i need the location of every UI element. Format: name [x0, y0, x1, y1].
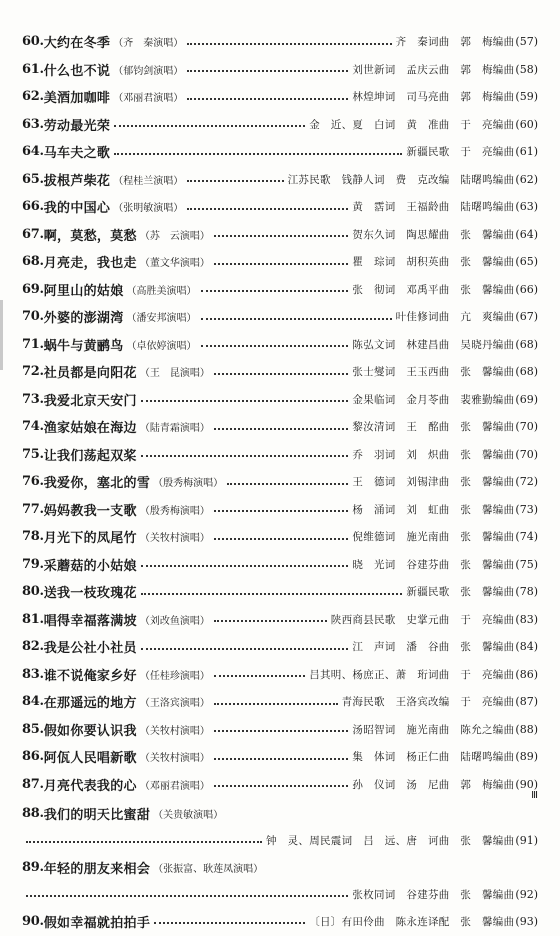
- performer: （苏 云演唱）: [139, 230, 210, 242]
- toc-entry: [22, 28, 538, 56]
- dot-leader: [214, 703, 338, 705]
- song-title: 我是公社小社员: [43, 641, 137, 657]
- page-ref: (87): [515, 695, 538, 709]
- entry-number: 69.: [22, 281, 44, 297]
- credits: 张 彻词 邓禹平曲 张 馨编曲: [352, 283, 515, 296]
- toc-entry: [22, 882, 538, 906]
- entry-number: 61.: [22, 61, 44, 77]
- performer: （高胜美演唱）: [126, 285, 197, 297]
- page-ref: (65): [515, 255, 538, 269]
- entry-number: 83.: [22, 666, 44, 682]
- song-title: 我爱北京天安门: [43, 393, 137, 409]
- entry-number: 88.: [22, 805, 44, 821]
- page-ref: (73): [515, 502, 538, 516]
- credits: 江苏民歌 钱静人词 费 克改编 陆曙鸣编曲: [287, 173, 515, 186]
- page-ref: (83): [515, 612, 538, 626]
- song-title: 月亮代表我的心: [43, 778, 137, 794]
- credits: 刘世新词 孟庆云曲 郭 梅编曲: [352, 63, 515, 76]
- dot-leader: [141, 455, 349, 457]
- performer: （邓丽君演唱）: [113, 93, 184, 105]
- page-ref: (62): [515, 172, 538, 186]
- song-title: 唱得幸福落满坡: [43, 613, 137, 629]
- performer: （郁钧剑演唱）: [113, 65, 184, 77]
- page-ref: (68): [515, 337, 538, 351]
- entry-number: 75.: [22, 446, 44, 462]
- credits: 王 德词 刘锡津曲 张 馨编曲: [352, 476, 515, 489]
- page-ref: (57): [515, 35, 538, 49]
- credits: 集 体词 杨正仁曲 陆曙鸣编曲: [352, 751, 515, 764]
- page-number: Ⅲ: [531, 790, 538, 801]
- toc-entry: [22, 413, 538, 441]
- page-ref: (91): [515, 833, 538, 847]
- dot-leader: [214, 758, 349, 760]
- performer: （张振富、耿莲凤演唱）: [153, 863, 264, 875]
- toc-entry: [22, 633, 538, 661]
- page-ref: (58): [515, 62, 538, 76]
- song-title: 在那遥远的地方: [43, 696, 137, 712]
- song-title: 月亮走，我也走: [43, 256, 137, 272]
- entry-number: 86.: [22, 749, 44, 765]
- entry-number: 60.: [22, 34, 44, 50]
- entry-number: 65.: [22, 171, 44, 187]
- performer: （王洛宾演唱）: [139, 698, 210, 710]
- entry-number: 76.: [22, 474, 44, 490]
- song-title: 采蘑菇的小姑娘: [43, 558, 137, 574]
- entry-number: 63.: [22, 116, 44, 132]
- song-title: 马车夫之歌: [43, 146, 111, 162]
- song-title: 美酒加咖啡: [43, 91, 111, 107]
- page-ref: (59): [515, 90, 538, 104]
- page-ref: (69): [515, 392, 538, 406]
- song-title: 谁不说俺家乡好: [43, 668, 137, 684]
- credits: 汤昭智词 施光南曲 陈允之编曲: [352, 723, 515, 736]
- performer: （董文华演唱）: [139, 258, 210, 270]
- song-title: 送我一枝玫瑰花: [43, 586, 137, 602]
- entry-number: 82.: [22, 639, 44, 655]
- song-title: 年轻的朋友来相会: [43, 861, 151, 877]
- toc-entry: [22, 358, 538, 386]
- song-title: 妈妈教我一支歌: [43, 503, 137, 519]
- dot-leader: [214, 675, 305, 677]
- page-ref: (88): [515, 722, 538, 736]
- binding-shadow: [0, 300, 3, 370]
- credits: 新疆民歌 张 馨编曲: [406, 586, 515, 599]
- song-title: 我们的明天比蜜甜: [43, 807, 151, 823]
- performer: （程桂兰演唱）: [113, 175, 184, 187]
- entry-number: 71.: [22, 336, 44, 352]
- dot-leader: [26, 895, 348, 897]
- performer: （王 昆演唱）: [139, 368, 210, 380]
- toc-entry: [22, 83, 538, 111]
- song-title: 阿佤人民唱新歌: [43, 751, 137, 767]
- credits: 倪维德词 施光南曲 张 馨编曲: [352, 531, 515, 544]
- dot-leader: [141, 400, 349, 402]
- entry-number: 89.: [22, 859, 44, 875]
- page-ref: (93): [515, 914, 538, 928]
- page-ref: (68): [515, 365, 538, 379]
- credits: 陕西商县民歌 史掌元曲 于 亮编曲: [330, 613, 515, 626]
- credits: 贺东久词 陶思耀曲 张 馨编曲: [352, 228, 515, 241]
- song-title: 啊，莫愁，莫愁: [43, 228, 137, 244]
- toc-entry: [22, 798, 538, 828]
- dot-leader: [214, 730, 349, 732]
- credits: 乔 羽词 刘 炽曲 张 馨编曲: [352, 448, 515, 461]
- toc-entry: [22, 578, 538, 606]
- credits: 林煌坤词 司马亮曲 郭 梅编曲: [352, 91, 515, 104]
- toc-entry: [22, 606, 538, 634]
- toc-entry: [22, 166, 538, 194]
- dot-leader: [201, 290, 349, 292]
- toc-entry: [22, 193, 538, 221]
- toc-entry: [22, 743, 538, 771]
- toc-entry: [22, 661, 538, 689]
- page-ref: (92): [515, 887, 538, 901]
- credits: 张枚同词 谷建芬曲 张 馨编曲: [352, 888, 515, 901]
- page-ref: (64): [515, 227, 538, 241]
- entry-number: 78.: [22, 529, 44, 545]
- credits: 张士燮词 王玉西曲 张 馨编曲: [352, 366, 515, 379]
- toc-entry: [22, 906, 538, 936]
- toc-entry: [22, 221, 538, 249]
- dot-leader: [227, 483, 348, 485]
- credits: 〔日〕有田伶曲 陈永连译配 张 馨编曲: [309, 915, 515, 928]
- performer: （关牧村演唱）: [139, 533, 210, 545]
- song-title: 大约在冬季: [43, 36, 111, 52]
- page-ref: (78): [515, 585, 538, 599]
- toc-entry: [22, 111, 538, 139]
- page-ref: (89): [515, 750, 538, 764]
- entry-number: 70.: [22, 309, 44, 325]
- toc-entry: [22, 56, 538, 84]
- performer: （殷秀梅演唱）: [153, 478, 224, 490]
- song-title: 阿里山的姑娘: [43, 283, 124, 299]
- song-title: 假如你要认识我: [43, 723, 137, 739]
- dot-leader: [141, 648, 349, 650]
- dot-leader: [214, 235, 349, 237]
- dot-leader: [201, 318, 392, 320]
- toc-entry: [22, 688, 538, 716]
- credits: 齐 秦词曲 郭 梅编曲: [395, 36, 515, 49]
- entry-number: 85.: [22, 721, 44, 737]
- toc-entry: [22, 248, 538, 276]
- entry-number: 62.: [22, 89, 44, 105]
- entry-number: 79.: [22, 556, 44, 572]
- credits: 金果临词 金月苓曲 裴雅勤编曲: [352, 393, 515, 406]
- performer: （关牧村演唱）: [139, 725, 210, 737]
- page-ref: (84): [515, 640, 538, 654]
- song-title: 拔根芦柴花: [43, 173, 111, 189]
- credits: 黄 霑词 王福龄曲 陆曙鸣编曲: [352, 201, 515, 214]
- toc-entry: [22, 828, 538, 852]
- song-title: 蜗牛与黄鹂鸟: [43, 338, 124, 354]
- entry-number: 77.: [22, 501, 44, 517]
- toc-entry: [22, 138, 538, 166]
- song-title: 假如幸福就拍拍手: [43, 915, 151, 931]
- page-ref: (63): [515, 200, 538, 214]
- entry-number: 72.: [22, 364, 44, 380]
- toc-entry: [22, 331, 538, 359]
- entry-number: 81.: [22, 611, 44, 627]
- song-title: 渔家姑娘在海边: [43, 421, 137, 437]
- toc-entry: [22, 496, 538, 524]
- credits: 晓 光词 谷建芬曲 张 馨编曲: [352, 558, 515, 571]
- toc-entry: [22, 303, 538, 331]
- table-of-contents: [22, 28, 538, 936]
- performer: （关贵敏演唱）: [153, 809, 224, 821]
- page-ref: (67): [515, 310, 538, 324]
- performer: （任桂珍演唱）: [139, 670, 210, 682]
- dot-leader: [214, 373, 349, 375]
- song-title: 外婆的澎湖湾: [43, 311, 124, 327]
- entry-number: 80.: [22, 584, 44, 600]
- credits: 叶佳修词曲 亢 爽编曲: [395, 311, 515, 324]
- dot-leader: [214, 510, 349, 512]
- performer: （陆青霜演唱）: [139, 423, 210, 435]
- page-ref: (66): [515, 282, 538, 296]
- dot-leader: [187, 70, 348, 72]
- dot-leader: [214, 785, 349, 787]
- entry-number: 90.: [22, 913, 44, 929]
- page-ref: (90): [515, 777, 538, 791]
- dot-leader: [187, 208, 348, 210]
- toc-entry: [22, 441, 538, 469]
- dot-leader: [114, 153, 402, 155]
- dot-leader: [201, 345, 349, 347]
- page-ref: (60): [515, 117, 538, 131]
- dot-leader: [187, 180, 283, 182]
- song-title: 让我们荡起双桨: [43, 448, 137, 464]
- page-ref: (74): [515, 530, 538, 544]
- dot-leader: [114, 125, 305, 127]
- performer: （潘安邦演唱）: [126, 313, 197, 325]
- song-title: 社员都是向阳花: [43, 366, 137, 382]
- toc-entry: [22, 551, 538, 579]
- dot-leader: [214, 263, 349, 265]
- credits: 青海民歌 王洛宾改编 于 亮编曲: [341, 696, 515, 709]
- dot-leader: [141, 565, 349, 567]
- entry-number: 87.: [22, 776, 44, 792]
- credits: 陈弘文词 林建昌曲 吴晓丹编曲: [352, 338, 515, 351]
- song-title: 月光下的凤尾竹: [43, 531, 137, 547]
- page-ref: (70): [515, 420, 538, 434]
- dot-leader: [214, 620, 327, 622]
- toc-entry: [22, 386, 538, 414]
- entry-number: 64.: [22, 144, 44, 160]
- page-ref: (75): [515, 557, 538, 571]
- credits: 孙 仪词 汤 尼曲 郭 梅编曲: [352, 778, 515, 791]
- toc-entry: [22, 716, 538, 744]
- dot-leader: [154, 922, 305, 924]
- performer: （殷秀梅演唱）: [139, 505, 210, 517]
- performer: （邓丽君演唱）: [139, 780, 210, 792]
- entry-number: 67.: [22, 226, 44, 242]
- credits: 杨 涌词 刘 虹曲 张 馨编曲: [352, 503, 515, 516]
- credits: 吕其明、杨庶正、萧 珩词曲 于 亮编曲: [309, 668, 515, 681]
- performer: （卓依婷演唱）: [126, 340, 197, 352]
- song-title: 劳动最光荣: [43, 118, 111, 134]
- toc-entry: [22, 523, 538, 551]
- song-title: 我的中国心: [43, 201, 111, 217]
- dot-leader: [214, 538, 349, 540]
- page-ref: (70): [515, 447, 538, 461]
- credits: 江 声词 潘 谷曲 张 馨编曲: [352, 641, 515, 654]
- dot-leader: [187, 43, 391, 45]
- page-ref: (72): [515, 475, 538, 489]
- performer: （齐 秦演唱）: [113, 38, 184, 50]
- credits: 新疆民歌 于 亮编曲: [406, 146, 515, 159]
- dot-leader: [141, 593, 403, 595]
- credits: 钟 灵、周民震词 吕 远、唐 诃曲 张 馨编曲: [266, 834, 515, 847]
- toc-entry: [22, 771, 538, 799]
- dot-leader: [187, 98, 348, 100]
- toc-entry: [22, 852, 538, 882]
- entry-number: 84.: [22, 694, 44, 710]
- toc-entry: [22, 468, 538, 496]
- song-title: 我爱你，塞北的雪: [43, 476, 151, 492]
- credits: 瞿 琮词 胡积英曲 张 馨编曲: [352, 256, 515, 269]
- dot-leader: [214, 428, 349, 430]
- credits: 黎汝清词 王 酩曲 张 馨编曲: [352, 421, 515, 434]
- entry-number: 73.: [22, 391, 44, 407]
- toc-entry: [22, 276, 538, 304]
- entry-number: 68.: [22, 254, 44, 270]
- credits: 金 近、夏 白词 黄 准曲 于 亮编曲: [309, 118, 515, 131]
- page-ref: (86): [515, 667, 538, 681]
- entry-number: 66.: [22, 199, 44, 215]
- dot-leader: [26, 841, 262, 843]
- performer: （张明敏演唱）: [113, 203, 184, 215]
- page-ref: (61): [515, 145, 538, 159]
- performer: （刘改鱼演唱）: [139, 615, 210, 627]
- performer: （关牧村演唱）: [139, 753, 210, 765]
- song-title: 什么也不说: [43, 63, 111, 79]
- entry-number: 74.: [22, 419, 44, 435]
